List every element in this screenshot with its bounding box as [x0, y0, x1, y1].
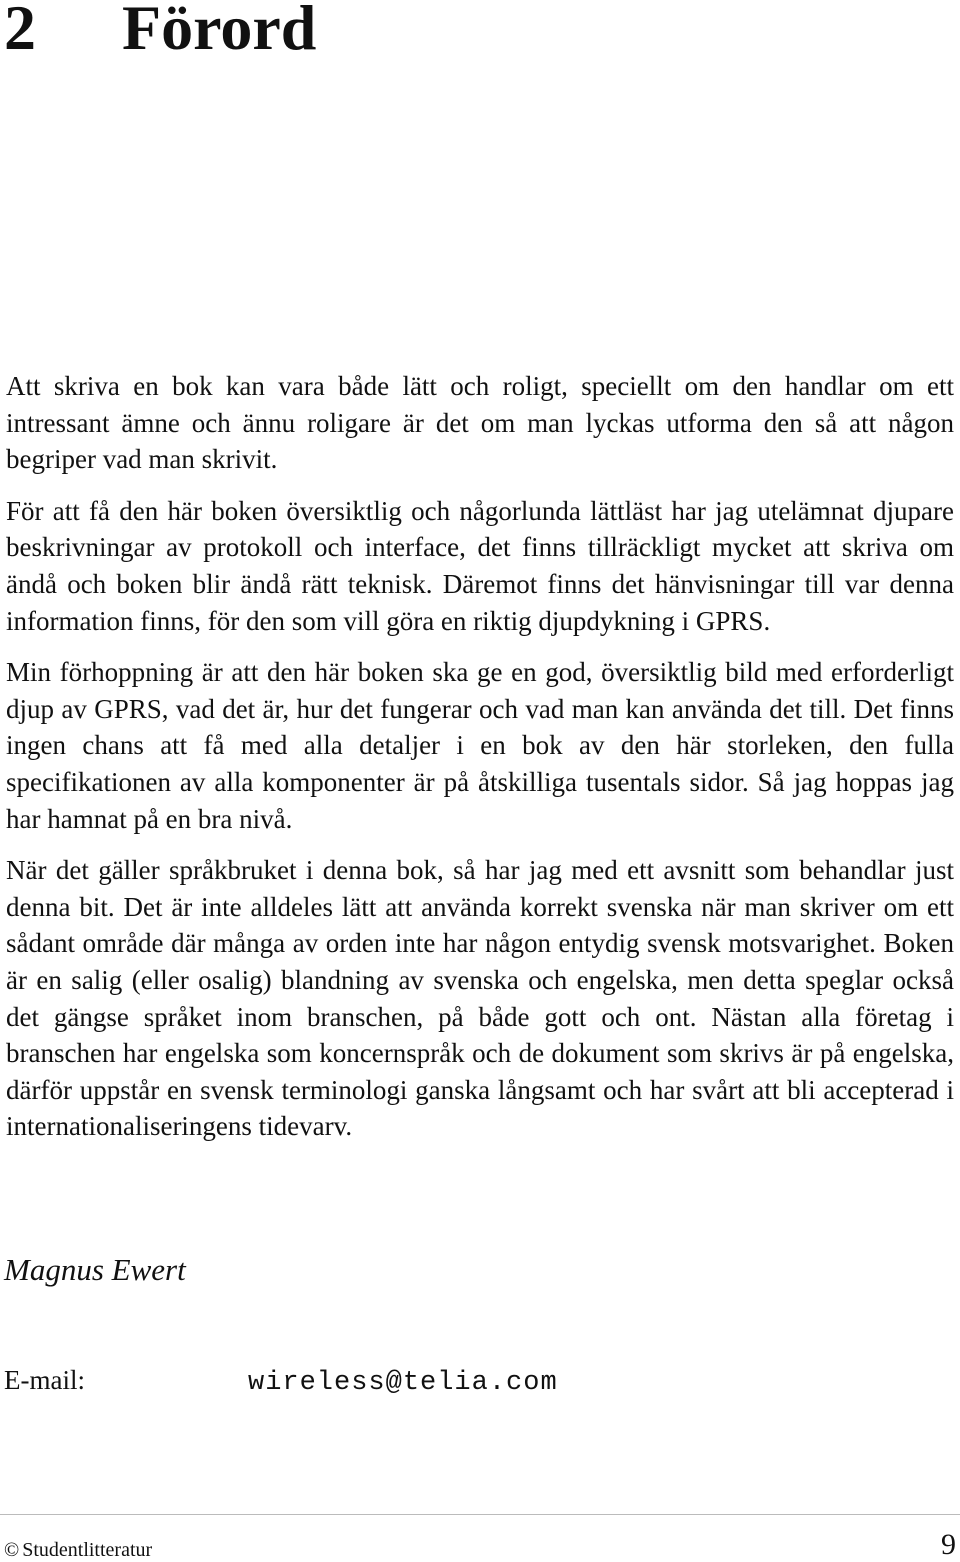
email-address-link[interactable]: wireless@telia.com: [248, 1368, 558, 1398]
chapter-number: 2: [4, 0, 36, 63]
preface-body: [6, 368, 954, 1160]
footer-divider: [0, 1514, 960, 1515]
email-label: E-mail:: [4, 1365, 85, 1395]
publisher-name: Studentlitteratur: [22, 1539, 153, 1561]
chapter-heading: [4, 0, 316, 68]
copyright-icon: ©: [4, 1539, 20, 1561]
paragraph-scope: För att få den här boken översiktlig och någorlunda lättläst har jag utelämnat djupare beskrivningar av protokoll och interface, det finns tillräckligt mycket att skriva om ändå och boken blir ändå rätt teknisk. Däremot finns det hänvisningar till var denna information finns, för den som vill göra en riktig djupdykning i GPRS.: [6, 495, 954, 636]
author-signature: Magnus Ewert: [4, 1252, 186, 1287]
paragraph-hope: Min förhoppning är att den här boken ska ge en god, översiktlig bild med erforderligt djup av GPRS, vad det är, hur det fungerar och vad man kan använda det till. Det finns ingen chans att få med alla detaljer i en bok av den här storleken, den fulla specifikationen av alla komponenter är på åtskilliga tusentals sidor. Så jag hoppas jag har hamnat på en bra nivå.: [6, 657, 954, 834]
contact-email-row: [4, 1362, 558, 1401]
paragraph-intro: Att skriva en bok kan vara både lätt och roligt, speciellt om den handlar om ett intressant ämne och ännu roligare är det om man lyckas utforma den så att någon begriper vad man skrivit.: [6, 371, 954, 475]
chapter-title: Förord: [122, 0, 317, 63]
paragraph-language: När det gäller språkbruket i denna bok, så har jag med ett avsnitt som behandlar just denna bit. Det är inte alldeles lätt att använda korrekt svenska när man skriver om ett sådant område där många av orden inte har någon entydig svensk motsvarighet. Boken är en salig (eller osalig) blandning av svenska och engelska, men detta speglar också det gängse språket inom branschen, på både gott och ont. Nästan alla företag i branschen har engelska som koncernspråk och de dokument som skrivs är på engelska, därför uppstår en svensk terminologi ganska långsamt och har svårt att bli accepterad i internationaliseringens tidevarv.: [6, 855, 954, 1142]
page-number: 9: [941, 1528, 956, 1561]
publisher-footer: [4, 1538, 152, 1562]
